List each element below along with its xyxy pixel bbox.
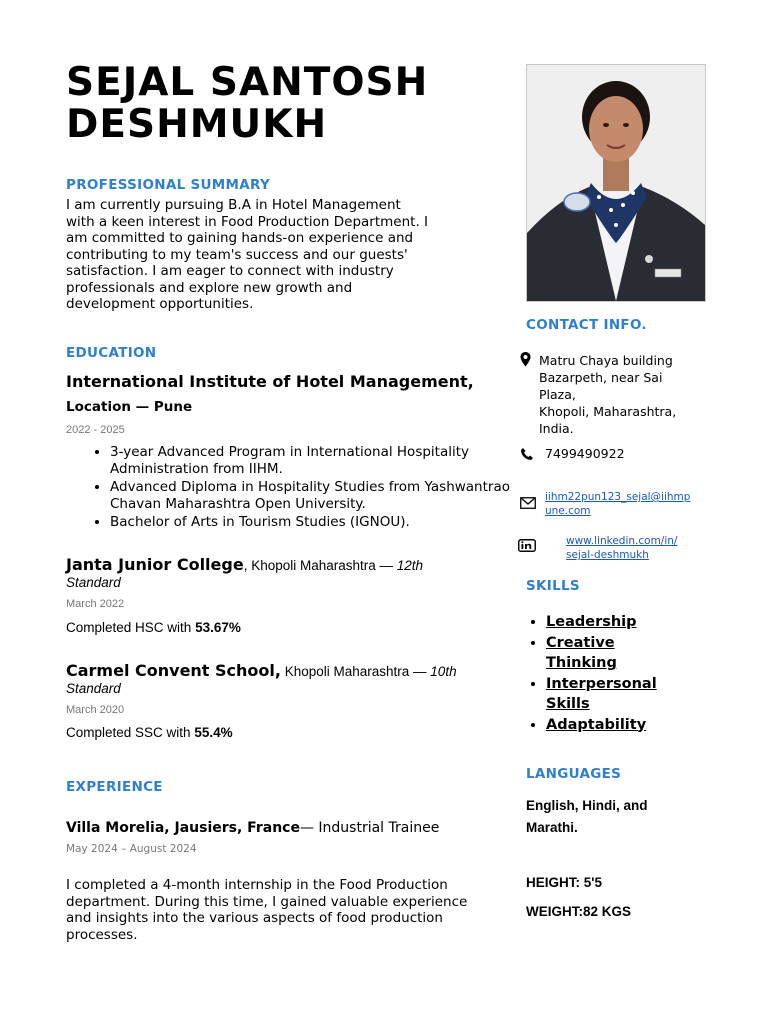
contact-email[interactable]: [520, 490, 690, 518]
languages-line: Marathi.: [526, 820, 578, 835]
email-line: une.com: [545, 505, 591, 517]
school-standard-cont: Standard: [66, 681, 121, 696]
phone-icon: [520, 446, 537, 463]
experience-text: [66, 877, 496, 943]
summary-heading: PROFESSIONAL SUMMARY: [66, 177, 271, 193]
email-line: iihm22pun123_sejal@iihmp: [545, 491, 691, 503]
education-heading: EDUCATION: [66, 345, 157, 361]
summary-line: I am currently pursuing B.A in Hotel Management: [66, 197, 401, 213]
program-list: [90, 444, 510, 533]
school-standard-cont: Standard: [66, 575, 121, 590]
experience-org: Villa Morelia, Jausiers, France: [66, 820, 300, 836]
address-line: Matru Chaya building: [539, 353, 673, 368]
languages-text: [526, 795, 648, 839]
linkedin-line: sejal-deshmukh: [566, 549, 649, 561]
summary-line: satisfaction. I am eager to connect with industry: [66, 263, 394, 279]
program-item: • 3-year Advanced Program in International Hospitality Administration from IIHM.: [110, 444, 510, 477]
experience-line: I completed a 4-month internship in the Food Production: [66, 877, 448, 893]
result-value: 55.4%: [194, 725, 233, 740]
program-item: • Bachelor of Arts in Tourism Studies (IGNOU).: [110, 514, 510, 531]
summary-line: am committed to gaining hands-on experience and: [66, 230, 414, 246]
address-text: [539, 352, 676, 437]
summary-text: [66, 197, 486, 313]
school-place: , Khopoli Maharashtra —: [243, 558, 397, 573]
skills-list: [526, 612, 726, 735]
education-years: 2022 - 2025: [66, 424, 125, 436]
school-entry: [66, 556, 486, 591]
result-value: 53.67%: [195, 620, 241, 635]
program-item: • Advanced Diploma in Hospitality Studies from Yashwantrao Chavan Maharashtra Open University.: [110, 479, 510, 512]
skill-item: • Creative Thinking: [546, 633, 726, 674]
skill-item: • Adaptability: [546, 715, 726, 736]
skill-item: • Interpersonal Skills: [546, 674, 726, 715]
experience-line: and insights into the various aspects of food production: [66, 910, 443, 926]
phone-number[interactable]: 7499490922: [545, 446, 625, 461]
height-text: HEIGHT: 5'5: [526, 875, 602, 890]
email-link[interactable]: [545, 490, 690, 518]
linkedin-icon: [518, 537, 558, 554]
contact-linkedin[interactable]: [518, 534, 677, 562]
summary-line: professionals and explore new growth and: [66, 279, 353, 296]
languages-heading: LANGUAGES: [526, 766, 622, 782]
linkedin-link[interactable]: [566, 534, 677, 562]
address-line: Khopoli, Maharashtra,: [539, 404, 677, 419]
name-line-2: DESHMUKH: [66, 102, 328, 147]
result-label: Completed SSC with: [66, 725, 195, 740]
school-name: Janta Junior College: [66, 555, 244, 574]
profile-photo: [526, 64, 706, 302]
address-line: Plaza,: [539, 387, 576, 402]
school-standard: 10th: [430, 664, 457, 679]
school-result: [66, 620, 241, 635]
contact-heading: CONTACT INFO.: [526, 317, 647, 333]
experience-line: processes.: [66, 926, 138, 943]
experience-role: — Industrial Trainee: [299, 820, 440, 836]
school-standard: 12th: [396, 558, 424, 573]
languages-line: English, Hindi, and: [526, 798, 648, 813]
contact-phone: [520, 446, 625, 463]
linkedin-line: www.linkedin.com/in/: [566, 535, 678, 547]
address-line: India.: [539, 421, 574, 436]
summary-line: development opportunities.: [66, 296, 254, 312]
school-result: [66, 725, 233, 740]
summary-line: contributing to my team's success and our guests': [66, 246, 408, 263]
school-entry: [66, 662, 486, 697]
experience-title: [66, 820, 439, 836]
experience-dates: May 2024 – August 2024: [66, 843, 197, 855]
name-line-1: SEJAL SANTOSH: [66, 60, 429, 105]
weight-text: WEIGHT:82 KGS: [526, 904, 632, 919]
experience-line: department. During this time, I gained valuable experience: [66, 893, 468, 910]
skill-item: • Leadership: [546, 612, 726, 633]
experience-heading: EXPERIENCE: [66, 779, 163, 795]
school-place: Khopoli Maharashtra —: [280, 664, 431, 679]
location-pin-icon: [520, 352, 537, 369]
school-date: March 2022: [66, 598, 125, 610]
result-label: Completed HSC with: [66, 620, 196, 635]
school-name: Carmel Convent School,: [66, 661, 281, 680]
summary-line: with a keen interest in Food Production Department. I: [66, 213, 429, 230]
school-date: March 2020: [66, 704, 125, 716]
skills-heading: SKILLS: [526, 578, 580, 594]
candidate-name: [66, 62, 506, 146]
institute-name: International Institute of Hotel Management,: [66, 372, 474, 391]
address-line: Bazarpeth, near Sai: [539, 370, 663, 385]
email-icon: [520, 494, 537, 511]
contact-address: [520, 352, 676, 437]
institute-location: Location — Pune: [66, 399, 193, 415]
